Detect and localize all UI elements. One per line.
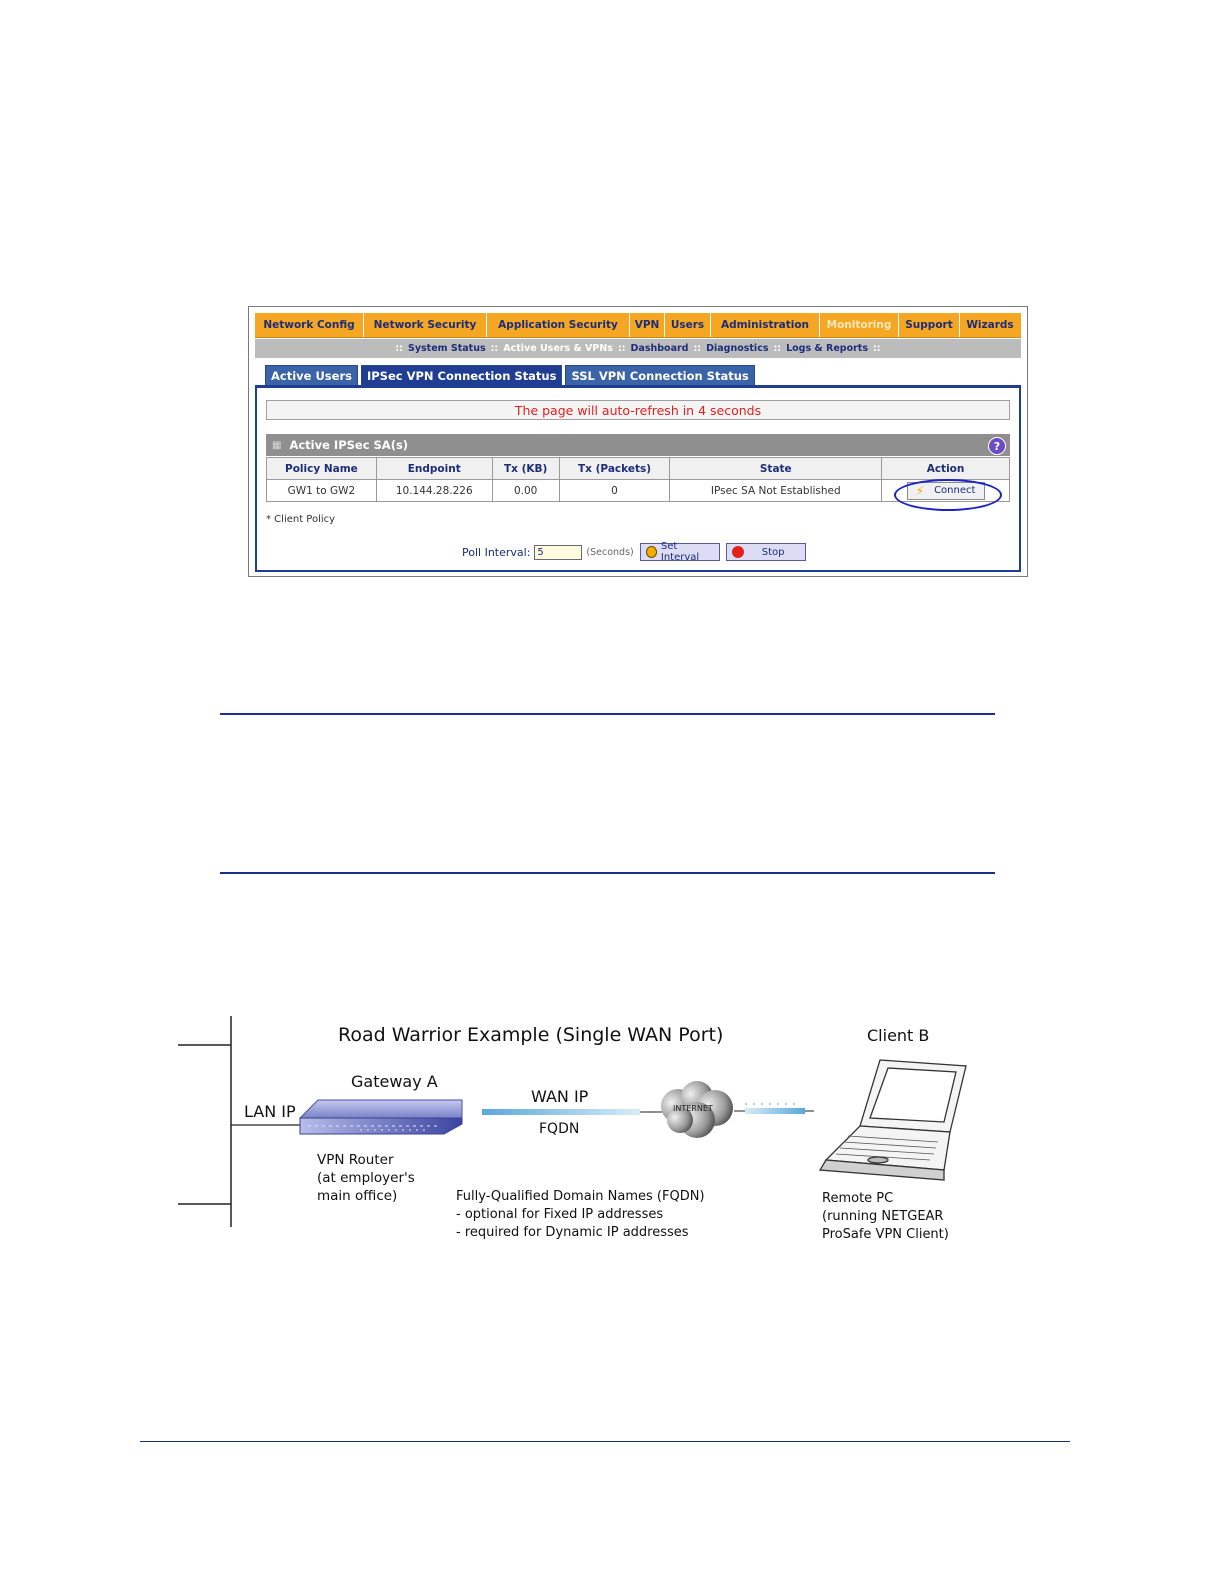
fqdn-desc-line: Fully-Qualified Domain Names (FQDN) (456, 1189, 705, 1204)
router-desc-line: (at employer's (317, 1170, 415, 1186)
ipsec-status-screenshot (248, 306, 1028, 577)
nav-users[interactable]: Users (665, 313, 711, 337)
sub-navigation (255, 339, 1021, 358)
router-description (317, 1151, 415, 1205)
connect-highlight-ellipse (894, 479, 1002, 511)
stop-icon (732, 546, 744, 558)
section-title: Active IPSec SA(s) (289, 438, 409, 452)
subnav-active-users-vpns[interactable]: Active Users & VPNs (503, 343, 613, 354)
connect-label: Connect (934, 485, 976, 496)
table-header-row (267, 458, 1010, 480)
col-action: Action (882, 458, 1010, 480)
stop-button[interactable] (726, 543, 806, 561)
col-endpoint: Endpoint (376, 458, 492, 480)
clock-icon (646, 546, 657, 558)
wan-ip-label: WAN IP (531, 1087, 589, 1106)
nav-wizards[interactable]: Wizards (966, 319, 1014, 331)
subnav-separator: :: (395, 343, 403, 354)
internet-label: INTERNET (673, 1104, 713, 1113)
active-sa-section-header (266, 434, 1010, 456)
lightning-icon: ⚡ (915, 483, 925, 498)
nav-network-config[interactable]: Network Config (255, 313, 364, 337)
router-desc-line: VPN Router (317, 1152, 394, 1168)
pc-desc-line: ProSafe VPN Client) (822, 1227, 949, 1242)
pc-description (822, 1190, 949, 1244)
subnav-separator: :: (873, 343, 881, 354)
cell-policy-name: GW1 to GW2 (267, 480, 377, 502)
lan-bracket (178, 1016, 305, 1227)
router-desc-line: main office) (317, 1188, 398, 1204)
col-state: State (670, 458, 882, 480)
set-interval-button[interactable] (640, 543, 720, 561)
subnav-separator: :: (490, 343, 499, 354)
col-policy-name: Policy Name (267, 458, 377, 480)
poll-interval-controls (462, 543, 812, 561)
lan-ip-label: LAN IP (244, 1102, 296, 1121)
content-panel (255, 385, 1021, 572)
fqdn-desc-line: - optional for Fixed IP addresses (456, 1207, 664, 1222)
help-icon[interactable]: ? (988, 437, 1006, 455)
vpn-router-device (300, 1100, 462, 1134)
laptop-device (820, 1060, 966, 1180)
cell-endpoint: 10.144.28.226 (376, 480, 492, 502)
client-link (734, 1104, 814, 1114)
nav-support[interactable]: Support (899, 313, 960, 337)
cell-tx-kb: 0.00 (492, 480, 559, 502)
nav-vpn[interactable]: VPN (630, 313, 665, 337)
fqdn-label: FQDN (539, 1121, 580, 1137)
nav-monitoring[interactable]: Monitoring (820, 313, 899, 337)
fqdn-description (456, 1188, 705, 1242)
cell-state: IPsec SA Not Established (670, 480, 882, 502)
pc-desc-line: Remote PC (822, 1191, 894, 1206)
fqdn-desc-line: - required for Dynamic IP addresses (456, 1225, 689, 1240)
subnav-separator: :: (617, 343, 626, 354)
auto-refresh-message: The page will auto-refresh in 4 seconds (266, 400, 1010, 420)
footer-rule (140, 1441, 1070, 1442)
wan-link (482, 1109, 664, 1115)
subnav-dashboard[interactable]: Dashboard (630, 343, 689, 354)
col-tx-kb: Tx (KB) (492, 458, 559, 480)
top-navigation (255, 313, 1021, 338)
subnav-diagnostics[interactable]: Diagnostics (706, 343, 769, 354)
road-warrior-diagram (0, 1000, 1224, 1260)
grid-icon: ▦ (272, 439, 282, 451)
cell-tx-packets: 0 (559, 480, 670, 502)
poll-interval-input[interactable] (534, 545, 582, 560)
poll-unit: (Seconds) (586, 546, 634, 558)
note-rule-top (220, 713, 995, 715)
client-policy-note: * Client Policy (266, 514, 336, 525)
client-label: Client B (867, 1026, 930, 1045)
nav-network-security[interactable]: Network Security (364, 313, 487, 337)
poll-interval-label: Poll Interval: (462, 545, 531, 559)
diagram-title: Road Warrior Example (Single WAN Port) (338, 1024, 724, 1046)
note-rule-bottom (220, 872, 995, 874)
status-tabs (265, 365, 758, 385)
subnav-logs-reports[interactable]: Logs & Reports (786, 343, 868, 354)
tab-ssl-vpn-status[interactable]: SSL VPN Connection Status (565, 365, 754, 385)
tab-active-users[interactable]: Active Users (265, 365, 358, 385)
nav-administration[interactable]: Administration (711, 313, 820, 337)
subnav-system-status[interactable]: System Status (407, 343, 486, 354)
pc-desc-line: (running NETGEAR (822, 1209, 944, 1224)
tab-ipsec-vpn-status[interactable]: IPSec VPN Connection Status (361, 365, 563, 385)
col-tx-packets: Tx (Packets) (559, 458, 670, 480)
set-interval-label: Set Interval (660, 541, 700, 563)
gateway-label: Gateway A (351, 1072, 438, 1091)
nav-application-security[interactable]: Application Security (487, 313, 630, 337)
subnav-separator: :: (773, 343, 782, 354)
stop-label: Stop (761, 546, 785, 558)
subnav-separator: :: (693, 343, 702, 354)
